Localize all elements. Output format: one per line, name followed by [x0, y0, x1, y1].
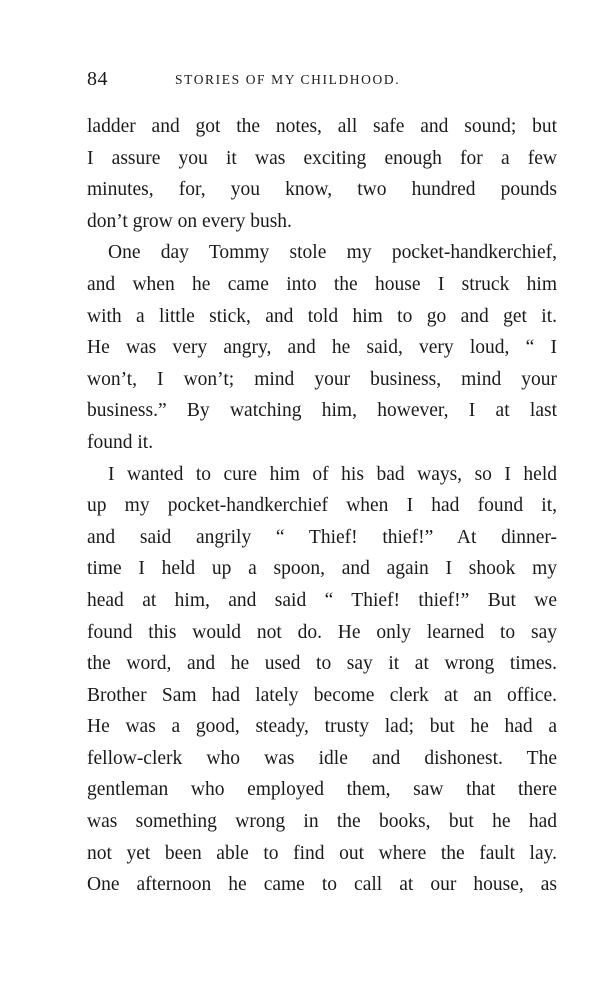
text-line: gentleman who employed them, saw that there [87, 779, 557, 801]
body-text [87, 111, 557, 901]
text-line: don’t grow on every bush. [87, 210, 292, 232]
text-line: with a little stick, and told him to go and get it. [87, 305, 557, 327]
text-line: not yet been able to find out where the fault lay. [87, 842, 557, 864]
text-line: the word, and he used to say it at wrong times. [87, 653, 557, 675]
text-line: ladder and got the notes, all safe and sound; but [87, 116, 557, 137]
text-line: I wanted to cure him of his bad ways, so I held [108, 463, 557, 485]
text-line: Brother Sam had lately become clerk at an office. [87, 684, 557, 706]
text-line: won’t, I won’t; mind your business, mind your [87, 368, 557, 390]
text-line: time I held up a spoon, and again I shook my [87, 558, 557, 580]
text-line: minutes, for, you know, two hundred pounds [87, 179, 557, 201]
page-header [87, 68, 557, 94]
text-line: was something wrong in the books, but he had [87, 811, 557, 833]
text-line: and when he came into the house I struck him [87, 273, 557, 295]
text-line: up my pocket-handkerchief when I had found it, [87, 495, 557, 517]
text-line: and said angrily “ Thief! thief!” At dinner- [87, 526, 557, 548]
running-head: STORIES OF MY CHILDHOOD. [175, 72, 401, 87]
text-line: One day Tommy stole my pocket-handkerchief, [108, 242, 557, 264]
text-line: business.” By watching him, however, I at last [87, 400, 557, 422]
text-line: found this would not do. He only learned to say [87, 621, 557, 643]
text-line: fellow-clerk who was idle and dishonest. The [87, 747, 557, 769]
text-line: found it. [87, 431, 154, 453]
text-line: One afternoon he came to call at our house, as [87, 874, 557, 896]
text-line: I assure you it was exciting enough for a few [87, 147, 557, 169]
text-line: He was a good, steady, trusty lad; but he had a [87, 716, 557, 738]
text-line: He was very angry, and he said, very loud, “ I [87, 337, 557, 359]
page-number: 84 [87, 68, 108, 90]
text-line: head at him, and said “ Thief! thief!” But we [87, 589, 557, 611]
